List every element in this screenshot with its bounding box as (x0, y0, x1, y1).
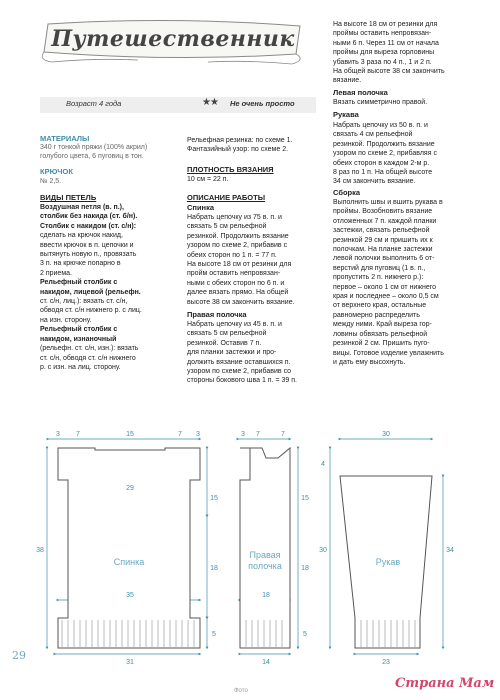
site-logo[interactable]: Страна Мам (395, 676, 495, 691)
dim-label: 7 (281, 431, 285, 438)
dim-label: 18 (210, 565, 218, 572)
gauge-text: 10 см = 22 п. (187, 176, 229, 183)
dim-label: 5 (212, 631, 216, 638)
dim-label: 31 (126, 659, 134, 666)
dim-label: 30 (382, 431, 390, 438)
dim-label: 15 (301, 495, 309, 502)
page-number: 29 (12, 649, 26, 662)
page-title: Путешественник (51, 26, 295, 52)
dim-label: 3 (196, 431, 200, 438)
dim-label: 15 (126, 431, 134, 438)
sleeve-label: Рукав (375, 557, 401, 567)
materials-heading: МАТЕРИАЛЫ (40, 134, 90, 143)
back-heading: Спинка (187, 203, 215, 212)
age-label: Возраст 4 года (66, 99, 122, 108)
work-heading: ОПИСАНИЕ РАБОТЫ (187, 193, 266, 202)
dim-label: 7 (256, 431, 260, 438)
front-piece (240, 448, 290, 648)
back-label: Спинка (113, 557, 145, 567)
left-front-text: Вязать симметрично правой. (333, 99, 428, 106)
bottom-tag: Фото (234, 688, 248, 694)
patterns-text: Рельефная резинка: по схеме 1. Фантазийный узор: по схеме 2. (187, 137, 293, 154)
dim-label: 18 (301, 565, 309, 572)
dim-label: 38 (36, 547, 44, 554)
right-front-continued: На высоте 18 см от резинки для проймы оставить непровязан- ными 6 п. Через 11 см от начала проймы для выреза горловины убавить 3 раза по 4 п., 1 и 2 п. На общей высоте 38 см закончить вязание. (333, 21, 445, 85)
hook-text: № 2,5. (40, 178, 62, 185)
sleeves-text: Набрать цепочку из 50 в. п. и связать 4 см рельефной резинкой. Продолжить вязание узором по схеме 2, прибавляя с обеих сторон в каждом 2-м р. 8 раз по 1 п. На общей высоте 34 см закончить вязание. (333, 122, 437, 186)
assembly-text: Выполнить швы и вшить рукава в проймы. Возобновить вязание отложенных 7 п. каждой планки застежки, связать рельефной резинкой 29 см и пришить их к полочкам. На планке застежки левой полочки выполнить 6 от- верстий для пуговиц (1 в. п., пропустить 2 п. нижнего р.): первое – около 1 см от нижнего края и последнее – около 0,5 см от верхнего края, остальные равномерно распределить между ними. Край выреза гор- ловины обвязать рельефной резинкой 2 см. Пришить пуго- вицы. Готовое изделие увлажнить и дать ему высохнуть. (333, 199, 444, 366)
materials-text: 340 г тонкой пряжи (100% акрил) голубого цвета, 6 пуговиц в тон. (40, 144, 148, 161)
front-label: Правая (249, 550, 281, 560)
difficulty-stars-icon: ★★ (202, 97, 218, 108)
dim-label: 7 (178, 431, 182, 438)
back-text: Набрать цепочку из 75 в. п. и связать 5 см рельефной резинкой. Продолжить вязание узором по схеме 2, прибавив с обеих сторон по 1 п. = 77 п. На высоте 18 см от резинки для пройм оставить непровязан- ными с обеих сторон по 6 п. и далее вязать прямо. На общей высоте 38 см закончить вязание. (187, 214, 295, 306)
dim-label: 15 (210, 495, 218, 502)
pattern-diagram (0, 430, 500, 690)
right-front-text: Набрать цепочку из 45 в. п. и связать 5 см рельефной резинкой. Оставив 7 п. для планки застежки и про- должить вязание оставшихся п. узором по схеме 2, прибавив со стороны бокового шва 1 п. = 39 п. (187, 321, 297, 385)
dim-label: 35 (126, 592, 134, 599)
dim-label: 3 (56, 431, 60, 438)
dim-label: 30 (319, 547, 327, 554)
difficulty-label: Не очень просто (230, 99, 295, 108)
left-front-heading: Левая полочка (333, 88, 388, 97)
dim-label: 7 (76, 431, 80, 438)
dim-label: 4 (321, 461, 325, 468)
dim-label: 5 (303, 631, 307, 638)
dim-label: 3 (241, 431, 245, 438)
gauge-heading: ПЛОТНОСТЬ ВЯЗАНИЯ (187, 165, 274, 174)
stitches-text: Воздушная петля (в. п.), столбик без накида (ст. б/н). Столбик с накидом (ст. с/н): сделать на крючок накид, ввести крючок в п. цепочки и вытянуть новую п., провязать 3 п. на крючке попарно в 2 приема. Рельефный столбик с накидом, лицевой (рельефн. ст. с/н, лиц.): вязать ст. с/н, обводя ст. с/н нижнего р. с лиц. на изн. сторону. Рельефный столбик с накидом, изнаночный (рельефн. ст. с/н, изн.): вязать ст. с/н, обводя ст. с/н нижнего р. с изн. на лиц. сторону. (40, 204, 142, 371)
right-front-heading: Правая полочка (187, 310, 247, 319)
stitches-heading: ВИДЫ ПЕТЕЛЬ (40, 193, 97, 202)
dim-label: 23 (382, 659, 390, 666)
assembly-heading: Сборка (333, 188, 361, 197)
sleeves-heading: Рукава (333, 110, 359, 119)
dim-label: 14 (262, 659, 270, 666)
front-label: полочка (248, 561, 282, 571)
title-banner (38, 14, 308, 66)
dim-label: 34 (446, 547, 454, 554)
dim-label: 29 (126, 485, 134, 492)
hook-heading: КРЮЧОК (40, 167, 73, 176)
back-piece (58, 448, 200, 648)
dim-label: 18 (262, 592, 270, 599)
